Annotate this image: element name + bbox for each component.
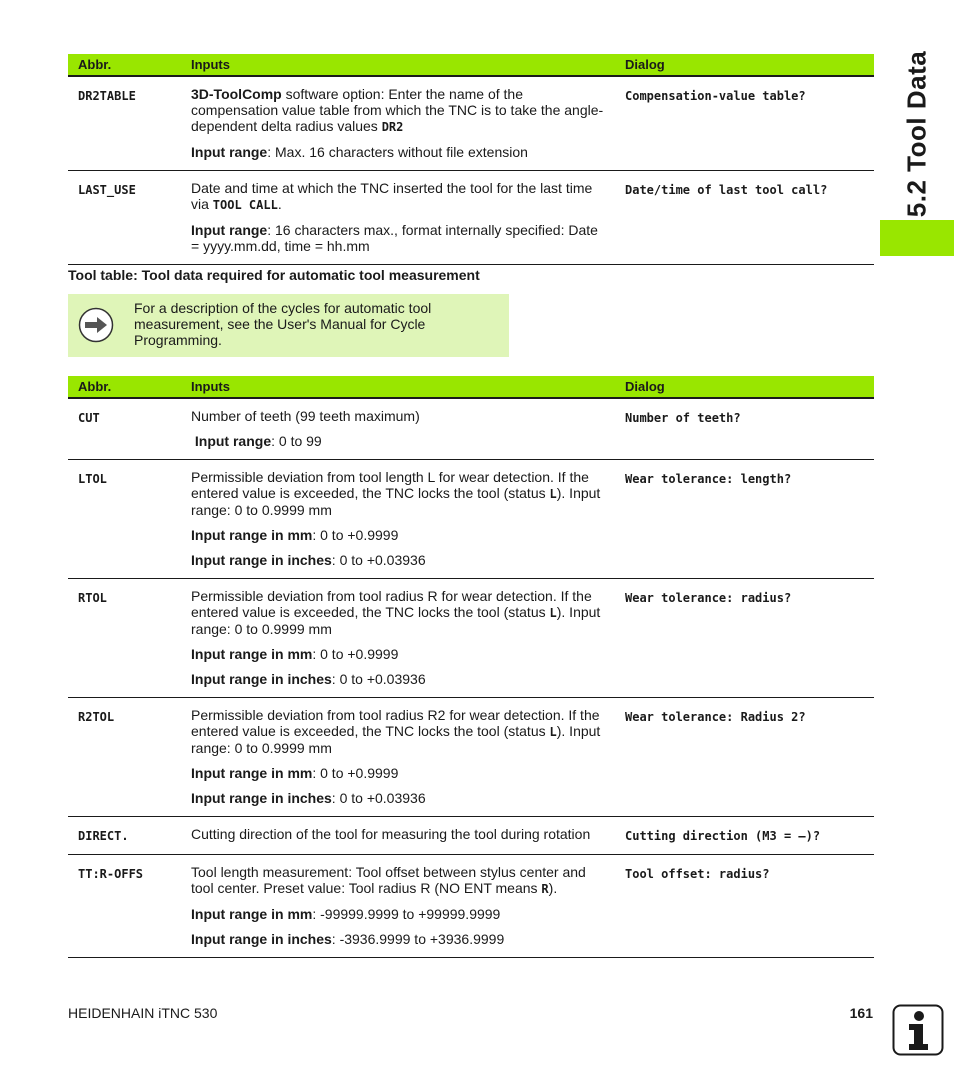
row-dialog: Compensation-value table? — [615, 76, 874, 171]
tool-table-2 — [68, 376, 874, 958]
row-dialog: Wear tolerance: radius? — [615, 579, 874, 698]
row-inputs: Date and time at which the TNC inserted the tool for the last time via TOOL CALL. Input range: 16 characters max., format internally specified: Date = yyyy.mm.dd, time = hh.mm — [181, 171, 615, 265]
row-inputs: Tool length measurement: Tool offset between stylus center and tool center. Preset value: Tool radius R (NO ENT means R). Input range in mm: -99999.9999 to +99999.9999 Input range in inches: -3936.9999 to +3936.9999 — [181, 855, 615, 958]
note-text: For a description of the cycles for automatic tool measurement, see the User's Manual for Cycle Programming. — [134, 300, 432, 348]
row-inputs: Permissible deviation from tool radius R for wear detection. If the entered value is exceeded, the TNC locks the tool (status L). Input range: 0 to 0.9999 mm Input range in mm: 0 to +0.9999 Input range in inches: 0 to +0.03936 — [181, 579, 615, 698]
row-inputs: Number of teeth (99 teeth maximum) Input range: 0 to 99 — [181, 398, 615, 460]
table-header — [68, 54, 874, 76]
row-inputs: Permissible deviation from tool length L for wear detection. If the entered value is exceeded, the TNC locks the tool (status L). Input range: 0 to 0.9999 mm Input range in mm: 0 to +0.9999 Input range in inches: 0 to +0.03936 — [181, 460, 615, 579]
header-dialog: Dialog — [615, 54, 874, 76]
header-inputs: Inputs — [181, 54, 615, 76]
chapter-side-title — [880, 0, 954, 220]
row-abbr: DR2TABLE — [68, 76, 181, 171]
table-row — [68, 398, 874, 460]
table-row — [68, 460, 874, 579]
row-abbr: LAST_USE — [68, 171, 181, 265]
row-abbr: TT:R-OFFS — [68, 855, 181, 958]
header-abbr: Abbr. — [68, 376, 181, 398]
header-inputs: Inputs — [181, 376, 615, 398]
row-abbr: R2TOL — [68, 698, 181, 817]
arrow-right-icon — [78, 307, 114, 343]
row-dialog: Cutting direction (M3 = –)? — [615, 817, 874, 855]
table-row — [68, 171, 874, 265]
header-abbr: Abbr. — [68, 54, 181, 76]
note-box — [68, 294, 509, 357]
row-dialog: Wear tolerance: Radius 2? — [615, 698, 874, 817]
table-row — [68, 698, 874, 817]
header-dialog: Dialog — [615, 376, 874, 398]
row-abbr: LTOL — [68, 460, 181, 579]
table-row — [68, 855, 874, 958]
row-dialog: Tool offset: radius? — [615, 855, 874, 958]
table-row — [68, 579, 874, 698]
row-abbr: RTOL — [68, 579, 181, 698]
section-title: Tool table: Tool data required for automatic tool measurement — [68, 267, 480, 283]
chapter-title-text: 5.2 Tool Data — [901, 50, 932, 218]
table-row — [68, 817, 874, 855]
row-inputs: Permissible deviation from tool radius R2 for wear detection. If the entered value is exceeded, the TNC locks the tool (status L). Input range: 0 to 0.9999 mm Input range in mm: 0 to +0.9999 Input range in inches: 0 to +0.03936 — [181, 698, 615, 817]
footer-product: HEIDENHAIN iTNC 530 — [68, 1005, 218, 1021]
row-dialog: Wear tolerance: length? — [615, 460, 874, 579]
row-abbr: CUT — [68, 398, 181, 460]
info-icon — [892, 1004, 944, 1056]
row-abbr: DIRECT. — [68, 817, 181, 855]
table-header — [68, 376, 874, 398]
row-dialog: Date/time of last tool call? — [615, 171, 874, 265]
row-inputs: 3D-ToolComp software option: Enter the name of the compensation value table from which the TNC is to take the angle-dependent delta radius values DR2 Input range: Max. 16 characters without file extension — [181, 76, 615, 171]
row-dialog: Number of teeth? — [615, 398, 874, 460]
row-inputs: Cutting direction of the tool for measuring the tool during rotation — [181, 817, 615, 855]
table-row — [68, 76, 874, 171]
tool-table-1 — [68, 54, 874, 265]
page-number: 161 — [849, 1005, 873, 1021]
chapter-tab-marker — [880, 220, 954, 256]
